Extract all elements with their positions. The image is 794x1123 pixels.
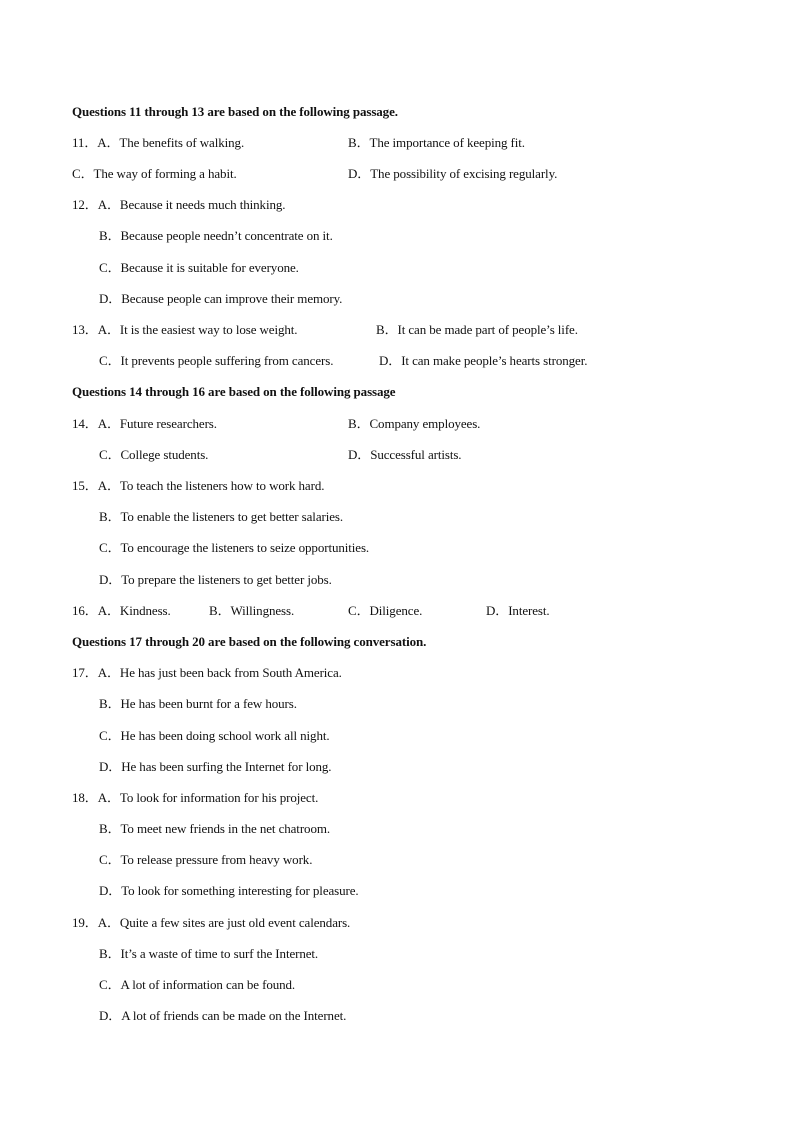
option-text: He has just been back from South America.: [119, 665, 342, 680]
question-13-row-2: [99, 351, 588, 371]
option-letter: A．: [97, 197, 120, 212]
option-text: To meet new friends in the net chatroom.: [120, 821, 331, 836]
option-d: [348, 164, 557, 184]
option-letter: B．: [348, 135, 370, 150]
question-11-row-1: [72, 133, 525, 153]
question-number: 12．: [72, 197, 98, 212]
option-text: The possibility of excising regularly.: [370, 166, 558, 181]
option-text: To prepare the listeners to get better jobs.: [121, 572, 332, 587]
option-b: [348, 133, 525, 153]
option-text: To encourage the listeners to seize opportunities.: [120, 540, 370, 555]
option-letter: D．: [99, 572, 122, 587]
question-18-option-c: [99, 850, 312, 870]
option-d: [486, 601, 550, 621]
question-18-option-d: [99, 881, 359, 901]
question-12-option-b: [99, 226, 333, 246]
section-heading: Questions 14 through 16 are based on the following passage: [72, 384, 396, 399]
question-number: 17．: [72, 665, 98, 680]
question-number: 13．: [72, 322, 98, 337]
question-15-option-b: [99, 507, 343, 527]
question-16-row: [72, 601, 550, 621]
option-letter: B．: [99, 509, 121, 524]
option-text: Because people can improve their memory.: [121, 291, 343, 306]
option-letter: B．: [99, 946, 121, 961]
option-d: [379, 351, 587, 371]
option-letter: A．: [97, 915, 120, 930]
option-letter: C．: [72, 166, 94, 181]
question-12-option-a: [72, 195, 285, 215]
question-number: 15．: [72, 478, 98, 493]
option-text: Quite a few sites are just old event calendars.: [119, 915, 351, 930]
option-text: Because people needn’t concentrate on it.: [120, 228, 333, 243]
option-text: The importance of keeping fit.: [369, 135, 525, 150]
option-letter: D．: [99, 883, 122, 898]
option-text: Willingness.: [230, 603, 295, 618]
section-heading: Questions 11 through 13 are based on the following passage.: [72, 104, 398, 119]
option-text: To teach the listeners how to work hard.: [119, 478, 325, 493]
option-text: Future researchers.: [119, 416, 217, 431]
option-text: It prevents people suffering from cancers.: [120, 353, 334, 368]
option-letter: C．: [99, 447, 121, 462]
option-c: [348, 601, 422, 621]
option-letter: B．: [99, 821, 121, 836]
option-letter: D．: [99, 1008, 122, 1023]
option-b: [376, 320, 578, 340]
option-letter: A．: [97, 135, 120, 150]
question-13-row-1: [72, 320, 578, 340]
option-text: It’s a waste of time to surf the Internet.: [120, 946, 319, 961]
question-15-option-d: [99, 570, 332, 590]
option-text: Diligence.: [369, 603, 423, 618]
question-17-option-b: [99, 694, 297, 714]
option-letter: B．: [99, 696, 121, 711]
option-text: Company employees.: [369, 416, 481, 431]
option-letter: A．: [97, 603, 120, 618]
question-number: 16．: [72, 603, 98, 618]
option-text: Because it is suitable for everyone.: [120, 260, 299, 275]
question-17-option-a: [72, 663, 342, 683]
option-text: Because it needs much thinking.: [119, 197, 286, 212]
option-text: To release pressure from heavy work.: [120, 852, 313, 867]
question-number: 19．: [72, 915, 98, 930]
option-letter: C．: [99, 977, 121, 992]
question-12-option-c: [99, 258, 299, 278]
option-letter: B．: [99, 228, 121, 243]
option-letter: C．: [99, 540, 121, 555]
option-text: He has been doing school work all night.: [120, 728, 330, 743]
option-text: Kindness.: [119, 603, 171, 618]
question-number: 11．: [72, 135, 98, 150]
question-14-row-1: [72, 414, 481, 434]
question-11-row-2: [72, 164, 558, 184]
option-text: The benefits of walking.: [119, 135, 245, 150]
option-text: To look for information for his project.: [119, 790, 319, 805]
option-b: [209, 601, 294, 621]
option-text: A lot of friends can be made on the Internet.: [121, 1008, 347, 1023]
option-letter: A．: [97, 790, 120, 805]
option-letter: D．: [379, 353, 402, 368]
option-text: It is the easiest way to lose weight.: [119, 322, 298, 337]
question-17-option-c: [99, 726, 330, 746]
option-text: To enable the listeners to get better salaries.: [120, 509, 344, 524]
section-heading: Questions 17 through 20 are based on the following conversation.: [72, 634, 427, 649]
option-text: The way of forming a habit.: [93, 166, 237, 181]
question-15-option-c: [99, 538, 369, 558]
option-text: It can be made part of people’s life.: [397, 322, 578, 337]
option-letter: C．: [99, 852, 121, 867]
question-15-option-a: [72, 476, 324, 496]
question-12-option-d: [99, 289, 342, 309]
option-letter: B．: [348, 416, 370, 431]
option-text: It can make people’s hearts stronger.: [401, 353, 588, 368]
option-letter: C．: [348, 603, 370, 618]
question-14-row-2: [99, 445, 462, 465]
question-19-option-a: [72, 913, 350, 933]
option-letter: D．: [99, 759, 122, 774]
option-letter: A．: [97, 665, 120, 680]
option-letter: D．: [99, 291, 122, 306]
option-letter: A．: [97, 322, 120, 337]
option-letter: A．: [97, 478, 120, 493]
question-19-option-b: [99, 944, 318, 964]
option-text: A lot of information can be found.: [120, 977, 296, 992]
option-text: He has been surfing the Internet for long.: [121, 759, 332, 774]
question-18-option-b: [99, 819, 330, 839]
option-text: Successful artists.: [370, 447, 462, 462]
question-18-option-a: [72, 788, 318, 808]
option-letter: D．: [486, 603, 509, 618]
option-text: Interest.: [508, 603, 550, 618]
question-17-option-d: [99, 757, 331, 777]
option-letter: D．: [348, 166, 371, 181]
question-19-option-c: [99, 975, 295, 995]
option-letter: B．: [209, 603, 231, 618]
option-letter: A．: [97, 416, 120, 431]
option-letter: C．: [99, 260, 121, 275]
option-text: To look for something interesting for pleasure.: [121, 883, 359, 898]
option-letter: C．: [99, 728, 121, 743]
option-text: He has been burnt for a few hours.: [120, 696, 297, 711]
question-19-option-d: [99, 1006, 346, 1026]
option-letter: D．: [348, 447, 371, 462]
option-letter: B．: [376, 322, 398, 337]
option-b: [348, 414, 480, 434]
option-letter: C．: [99, 353, 121, 368]
question-number: 14．: [72, 416, 98, 431]
option-text: College students.: [120, 447, 209, 462]
question-number: 18．: [72, 790, 98, 805]
option-d: [348, 445, 461, 465]
